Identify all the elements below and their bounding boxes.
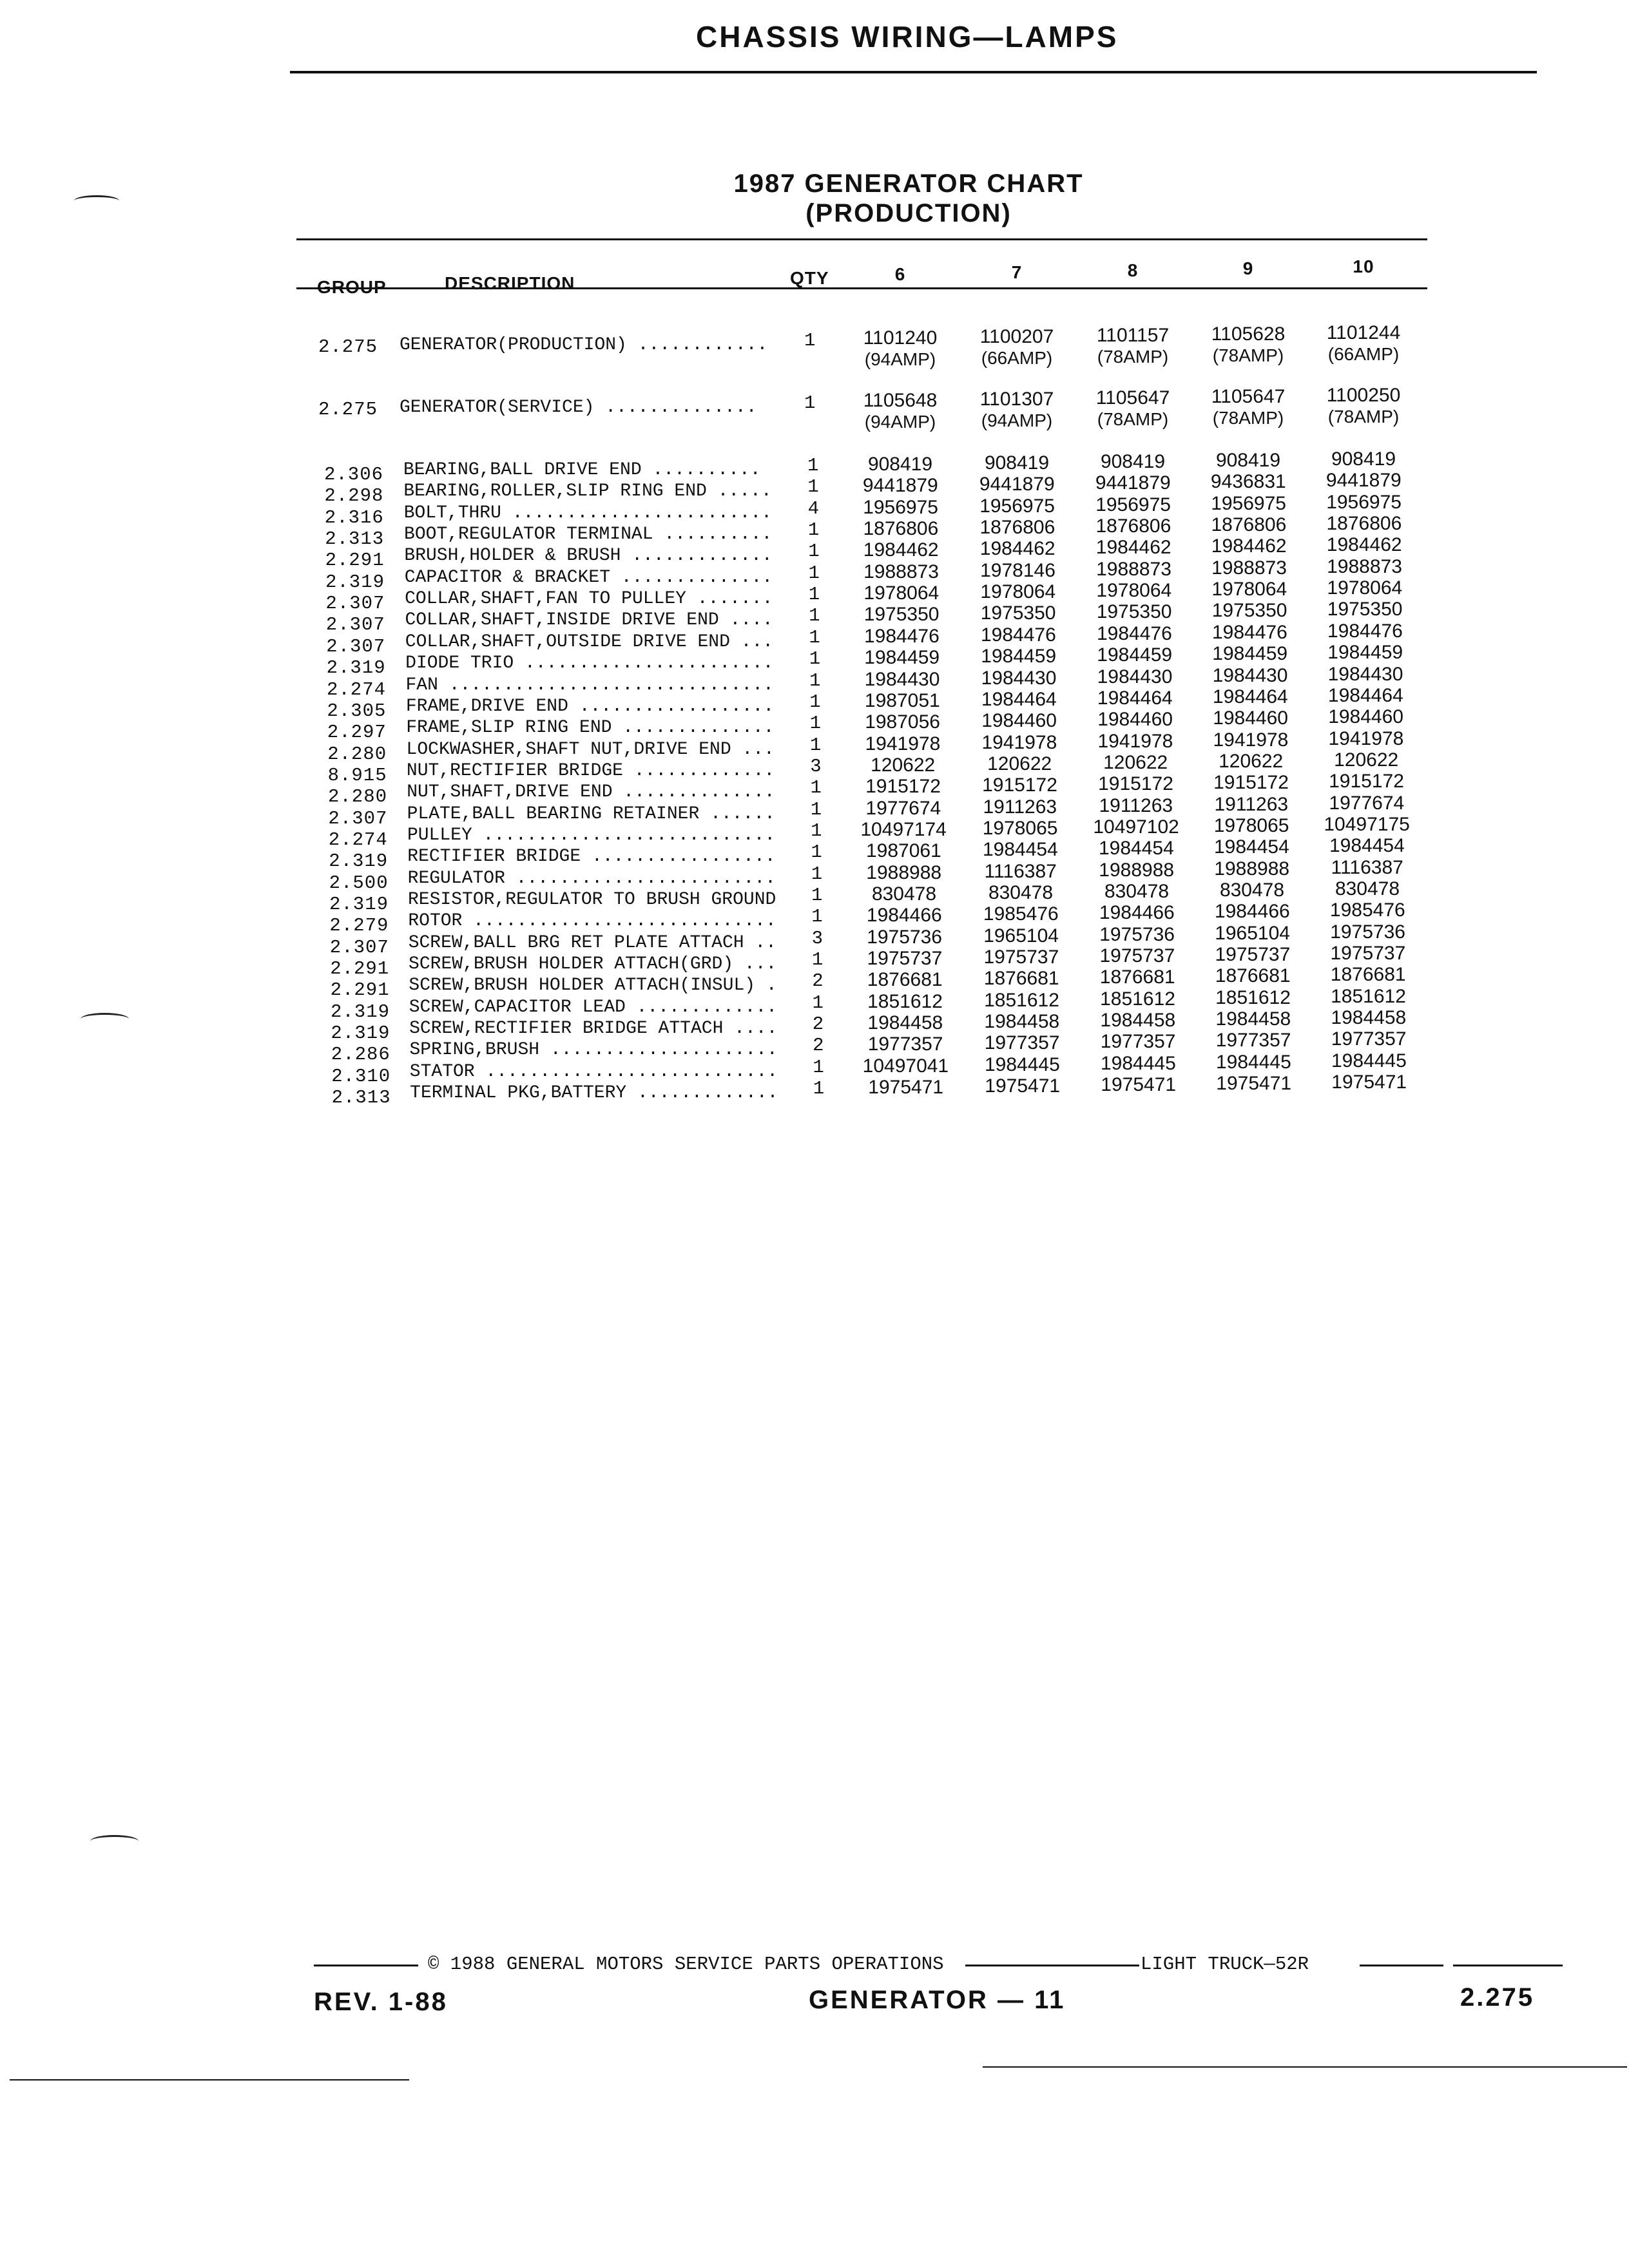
cell-part-number: 1984430: [1212, 664, 1288, 686]
cell-part-number: 1988988: [866, 861, 942, 883]
col-header-group: GROUP: [317, 277, 387, 297]
cell-part-number: 1984476: [1211, 621, 1287, 643]
cell-part-number: 1984466: [1099, 902, 1175, 924]
cell-part-number: 1984458: [867, 1012, 943, 1034]
cell-part-number: 908419: [1215, 450, 1281, 471]
cell-qty: 1: [808, 541, 820, 562]
cell-part-number: 1941978: [865, 733, 941, 754]
cell-description: DIODE TRIO .......................: [405, 653, 774, 674]
cell-part-number: 1116387: [984, 860, 1057, 882]
footer-rule-left: [314, 1965, 418, 1966]
cell-qty: 1: [808, 584, 820, 606]
cell-part-number: 120622: [1103, 751, 1168, 773]
cell-part-number: 1965104: [1215, 922, 1290, 944]
footer-revision: REV. 1-88: [314, 1988, 448, 2016]
cell-part-number: 1984454: [1329, 835, 1405, 857]
cell-part-number: 1984462: [1326, 534, 1402, 556]
cell-part-number: 830478: [871, 883, 937, 905]
cell-description: RESISTOR,REGULATOR TO BRUSH GROUND: [408, 890, 776, 910]
cell-part-number: 1975736: [867, 926, 942, 948]
cell-part-number: 1851612: [867, 990, 943, 1012]
cell-part-number: 1977674: [865, 797, 941, 819]
cell-part-number: 1978065: [982, 817, 1058, 839]
cell-part-number: 1984476: [1327, 620, 1403, 642]
col-header-model: 9: [1242, 258, 1254, 278]
cell-part-number: 9441879: [1325, 470, 1402, 492]
cell-part-number: 1984464: [1327, 684, 1403, 706]
cell-part-number: 1876681: [1330, 964, 1406, 986]
cell-group: 2.500: [329, 872, 389, 894]
cell-description: GENERATOR(PRODUCTION) ............: [400, 335, 768, 355]
cell-description: SCREW,BRUSH HOLDER ATTACH(GRD) ...: [409, 954, 777, 975]
cell-part-number: 1915172: [1329, 771, 1404, 793]
cell-amperage: (94AMP): [981, 410, 1053, 430]
cell-part-number: 1984464: [981, 688, 1057, 710]
cell-part-number: 1105628: [1211, 323, 1286, 345]
cell-part-number: 1975350: [1327, 599, 1403, 620]
cell-part-number: 1984459: [864, 647, 940, 669]
cell-part-number: 1984445: [984, 1053, 1060, 1075]
cell-description: BOOT,REGULATOR TERMINAL ..........: [404, 524, 773, 545]
cell-part-number: 1984466: [1214, 901, 1290, 923]
cell-part-number: 120622: [871, 754, 936, 776]
cell-group: 2.298: [324, 485, 384, 507]
footer-page-number: 2.275: [1460, 1983, 1535, 2012]
cell-description: BRUSH,HOLDER & BRUSH .............: [404, 546, 773, 566]
cell-part-number: 1987056: [865, 711, 940, 733]
cell-part-number: 120622: [987, 753, 1052, 774]
cell-qty: 1: [810, 798, 822, 820]
cell-part-number: 1988873: [1096, 558, 1171, 580]
cell-part-number: 830478: [1104, 881, 1170, 902]
cell-part-number: 1101157: [1096, 325, 1170, 346]
cell-part-number: 1984430: [1327, 663, 1403, 685]
cell-part-number: 1975471: [1101, 1074, 1177, 1096]
cell-part-number: 1100250: [1326, 385, 1401, 406]
cell-qty: 1: [809, 669, 821, 691]
cell-part-number: 830478: [1219, 879, 1285, 901]
cell-description: COLLAR,SHAFT,OUTSIDE DRIVE END ...: [405, 631, 774, 652]
cell-group: 2.297: [327, 722, 387, 744]
cell-group: 2.275: [318, 399, 378, 420]
cell-part-number: 1984454: [1213, 836, 1289, 858]
cell-qty: 4: [807, 497, 819, 519]
cell-part-number: 1975736: [1330, 921, 1405, 943]
footer-rule-mid: [965, 1965, 1139, 1966]
cell-part-number: 1984458: [1100, 1010, 1176, 1032]
cell-part-number: 1985476: [983, 903, 1059, 925]
cell-part-number: 1984430: [1097, 666, 1173, 687]
cell-group: 2.275: [318, 336, 378, 358]
cell-part-number: 9441879: [1095, 472, 1171, 494]
cell-group: 2.307: [325, 614, 385, 636]
col-header-qty: QTY: [790, 268, 829, 288]
cell-part-number: 1975350: [863, 604, 940, 626]
cell-qty: 2: [812, 1014, 824, 1035]
cell-qty: 1: [813, 1056, 824, 1078]
cell-description: FAN ..............................: [405, 675, 774, 695]
cell-part-number: 9441879: [979, 474, 1055, 495]
cell-part-number: 1975737: [1215, 944, 1291, 966]
cell-group: 2.319: [331, 1023, 390, 1044]
cell-part-number: 1984462: [1095, 537, 1171, 559]
cell-part-number: 1975737: [983, 947, 1059, 968]
cell-qty: 1: [810, 777, 822, 799]
cell-part-number: 1984454: [1098, 838, 1174, 860]
cell-description: NUT,SHAFT,DRIVE END ..............: [407, 782, 775, 803]
cell-part-number: 1876681: [1215, 965, 1291, 987]
cell-description: ROTOR ............................: [408, 911, 776, 932]
cell-part-number: 1941978: [981, 731, 1057, 753]
cell-part-number: 10497175: [1324, 813, 1410, 835]
cell-qty: 1: [811, 906, 823, 928]
cell-qty: 1: [809, 605, 820, 627]
cell-group: 2.319: [329, 850, 389, 872]
cell-part-number: 1915172: [1098, 773, 1173, 795]
chart-title: [0, 169, 1629, 228]
cell-part-number: 1984454: [982, 839, 1058, 861]
cell-part-number: 10497174: [860, 818, 947, 840]
cell-description: STATOR ...........................: [409, 1061, 778, 1082]
cell-group: 8.915: [327, 764, 387, 786]
cell-group: 2.279: [329, 915, 389, 937]
footer-vehicle: LIGHT TRUCK—52R: [1141, 1954, 1309, 1975]
cell-description: CAPACITOR & BRACKET ..............: [404, 567, 773, 588]
cell-qty: 1: [808, 562, 820, 584]
cell-part-number: 1876681: [867, 969, 943, 991]
cell-part-number: 1984476: [1096, 622, 1172, 644]
cell-qty: 1: [807, 519, 820, 541]
cell-part-number: 1984462: [863, 539, 939, 561]
cell-qty: 1: [812, 992, 824, 1014]
cell-part-number: 1975471: [868, 1077, 944, 1099]
cell-part-number: 1978064: [1096, 580, 1172, 602]
cell-description: RECTIFIER BRIDGE .................: [407, 847, 776, 867]
cell-part-number: 1975471: [1216, 1073, 1292, 1095]
cell-part-number: 908419: [1331, 448, 1396, 470]
chart-title-line1: 1987 GENERATOR CHART: [733, 169, 1084, 198]
cell-part-number: 1984464: [1212, 686, 1288, 707]
cell-group: 2.319: [331, 1001, 390, 1023]
cell-part-number: 120622: [1219, 750, 1284, 772]
cell-part-number: 1984460: [1097, 709, 1173, 731]
cell-part-number: 1984464: [1097, 687, 1173, 709]
cell-part-number: 1956975: [863, 496, 938, 518]
cell-part-number: 1984458: [1331, 1007, 1407, 1029]
cell-description: PULLEY ...........................: [407, 825, 776, 845]
cell-part-number: 1911263: [1214, 793, 1289, 815]
cell-qty: 1: [809, 626, 820, 648]
cell-qty: 2: [813, 1035, 824, 1057]
cell-part-number: 1941978: [1213, 729, 1289, 751]
cell-group: 2.319: [325, 571, 385, 593]
cell-group: 2.319: [326, 657, 386, 679]
cell-part-number: 1984466: [866, 905, 942, 927]
cell-part-number: 1975736: [1099, 923, 1175, 945]
cell-qty: 1: [813, 1078, 825, 1100]
cell-part-number: 1984459: [1327, 642, 1403, 664]
cell-part-number: 1977357: [867, 1033, 943, 1055]
col-header-model: 7: [1011, 262, 1023, 282]
cell-part-number: 1988988: [1099, 859, 1175, 881]
cell-description: PLATE,BALL BEARING RETAINER ......: [407, 803, 775, 824]
cell-amperage: (66AMP): [981, 348, 1053, 368]
cell-qty: 1: [804, 330, 816, 351]
margin-mark: [81, 1013, 129, 1025]
cell-group: 2.306: [324, 464, 384, 485]
footer-copyright: © 1988 GENERAL MOTORS SERVICE PARTS OPERATIONS: [428, 1954, 944, 1975]
cell-part-number: 1975350: [1096, 601, 1172, 623]
cell-group: 2.280: [328, 786, 388, 808]
cell-part-number: 1984459: [981, 646, 1057, 668]
col-header-model: 10: [1353, 256, 1374, 276]
cell-group: 2.280: [327, 743, 387, 765]
table-top-rule: [296, 238, 1427, 240]
cell-part-number: 1851612: [1331, 985, 1406, 1007]
cell-part-number: 1984430: [981, 667, 1057, 689]
cell-group: 2.316: [324, 506, 384, 528]
cell-qty: 1: [809, 691, 821, 713]
cell-part-number: 1941978: [1097, 730, 1173, 752]
cell-part-number: 1915172: [865, 776, 941, 798]
cell-part-number: 1975471: [1331, 1072, 1407, 1093]
cell-part-number: 1988873: [1327, 555, 1402, 577]
footer-rule-far: [1453, 1965, 1563, 1966]
cell-description: GENERATOR(SERVICE) ..............: [400, 398, 757, 418]
cell-qty: 1: [809, 648, 821, 670]
cell-description: FRAME,SLIP RING END ..............: [406, 718, 775, 738]
header-rule: [290, 71, 1537, 73]
cell-part-number: 1975350: [980, 602, 1056, 624]
cell-amperage: (78AMP): [1327, 407, 1400, 427]
cell-part-number: 1101240: [863, 327, 938, 349]
cell-part-number: 1851612: [984, 989, 1059, 1011]
cell-group: 2.305: [327, 700, 387, 722]
cell-qty: 1: [811, 841, 822, 863]
cell-part-number: 1977357: [984, 1032, 1060, 1054]
cell-part-number: 1987051: [864, 689, 940, 711]
cell-part-number: 1978064: [863, 582, 940, 604]
cell-part-number: 1977357: [1331, 1028, 1407, 1050]
cell-description: SCREW,RECTIFIER BRIDGE ATTACH ....: [409, 1019, 778, 1039]
cell-part-number: 9436831: [1210, 471, 1286, 493]
cell-group: 2.307: [325, 593, 385, 615]
cell-part-number: 1984462: [979, 538, 1055, 560]
cell-part-number: 1116387: [1331, 856, 1403, 878]
cell-group: 2.307: [329, 936, 389, 958]
cell-part-number: 1915172: [1213, 772, 1289, 794]
cell-description: SCREW,BRUSH HOLDER ATTACH(INSUL) .: [409, 975, 777, 996]
cell-part-number: 1984460: [1328, 706, 1403, 728]
cell-part-number: 1984445: [1331, 1050, 1407, 1072]
cell-part-number: 1965104: [983, 925, 1059, 947]
cell-part-number: 1101307: [979, 389, 1054, 410]
cell-part-number: 1975350: [1211, 600, 1287, 622]
cell-qty: 1: [811, 885, 823, 906]
cell-description: BEARING,BALL DRIVE END ..........: [403, 460, 761, 480]
cell-amperage: (78AMP): [1212, 345, 1284, 365]
page-header-title: CHASSIS WIRING—LAMPS: [696, 20, 1119, 53]
cell-amperage: (66AMP): [1327, 344, 1400, 364]
cell-part-number: 1911263: [1099, 794, 1173, 816]
cell-part-number: 1984460: [1213, 707, 1288, 729]
cell-group: 2.274: [327, 678, 387, 700]
cell-group: 2.291: [325, 550, 385, 572]
cell-part-number: 1977357: [1100, 1031, 1176, 1053]
cell-part-number: 1978064: [980, 581, 1056, 603]
cell-part-number: 1977674: [1329, 792, 1405, 814]
cell-qty: 2: [812, 970, 824, 992]
cell-qty: 3: [811, 927, 823, 949]
cell-description: COLLAR,SHAFT,FAN TO PULLEY .......: [405, 589, 773, 610]
cell-amperage: (94AMP): [864, 349, 936, 369]
cell-qty: 3: [810, 755, 822, 777]
margin-mark: [90, 1835, 139, 1847]
cell-description: COLLAR,SHAFT,INSIDE DRIVE END ....: [405, 610, 773, 631]
cell-part-number: 1978064: [1211, 579, 1287, 601]
cell-part-number: 1987061: [865, 840, 941, 862]
cell-part-number: 1984476: [980, 624, 1056, 646]
cell-part-number: 1851612: [1215, 986, 1291, 1008]
cell-description: SCREW,BALL BRG RET PLATE ATTACH ..: [408, 932, 776, 953]
cell-group: 2.286: [331, 1044, 390, 1066]
cell-part-number: 1975471: [985, 1075, 1061, 1097]
cell-part-number: 1105647: [1211, 386, 1286, 407]
cell-description: BEARING,ROLLER,SLIP RING END .....: [403, 481, 772, 502]
cell-part-number: 1956975: [1095, 494, 1171, 515]
cell-part-number: 1985476: [1329, 899, 1405, 921]
cell-part-number: 1984445: [1215, 1051, 1291, 1073]
cell-group: 2.313: [331, 1087, 391, 1109]
cell-part-number: 1851612: [1100, 988, 1175, 1010]
cell-part-number: 1975737: [867, 948, 943, 970]
cell-part-number: 1978064: [1327, 577, 1403, 599]
cell-qty: 1: [811, 820, 822, 841]
cell-description: SCREW,CAPACITOR LEAD .............: [409, 997, 778, 1017]
cell-group: 2.310: [331, 1065, 391, 1087]
cell-part-number: 1941978: [1328, 727, 1404, 749]
col-header-model: 6: [894, 264, 906, 284]
cell-part-number: 1911263: [983, 796, 1057, 818]
footer-rule-right: [1360, 1965, 1443, 1966]
cell-part-number: 1988873: [1211, 557, 1287, 579]
cell-part-number: 1100207: [979, 326, 1054, 347]
cell-part-number: 1101244: [1326, 322, 1401, 343]
cell-part-number: 1988873: [863, 561, 939, 582]
cell-part-number: 1105647: [1095, 387, 1170, 408]
footer-section: GENERATOR — 11: [809, 1986, 1066, 2014]
cell-part-number: 1876681: [983, 968, 1059, 990]
cell-part-number: 1984459: [1097, 644, 1173, 666]
cell-qty: 1: [807, 455, 819, 476]
cell-part-number: 1956975: [979, 495, 1055, 517]
cell-qty: 1: [811, 949, 824, 971]
cell-part-number: 1956975: [1211, 492, 1286, 514]
cell-part-number: 1975737: [1330, 943, 1406, 965]
cell-part-number: 1978146: [980, 559, 1055, 581]
cell-qty: 1: [811, 863, 823, 885]
cell-part-number: 1876806: [1211, 514, 1287, 536]
cell-qty: 1: [804, 392, 816, 414]
chart-title-line2: (PRODUCTION): [805, 199, 1012, 227]
cell-description: TERMINAL PKG,BATTERY .............: [410, 1083, 778, 1104]
cell-description: BOLT,THRU ........................: [403, 503, 772, 523]
cell-group: 2.307: [326, 635, 386, 657]
cell-part-number: 1915172: [982, 774, 1057, 796]
cell-description: SPRING,BRUSH .....................: [409, 1040, 778, 1061]
cell-group: 2.291: [330, 958, 390, 980]
cell-group: 2.319: [329, 894, 389, 915]
cell-part-number: 1978065: [1213, 814, 1289, 836]
cell-group: 2.274: [328, 829, 388, 850]
margin-mark: [74, 195, 119, 206]
cell-part-number: 10497102: [1093, 816, 1179, 838]
cell-part-number: 1984430: [864, 668, 940, 690]
cell-part-number: 1984476: [863, 625, 940, 647]
cell-part-number: 1105648: [863, 390, 938, 411]
cell-qty: 1: [809, 734, 822, 756]
cell-part-number: 1984458: [984, 1011, 1060, 1033]
cell-part-number: 1956975: [1326, 491, 1402, 513]
cell-description: REGULATOR ........................: [407, 868, 776, 889]
cell-part-number: 830478: [1335, 878, 1400, 899]
cell-part-number: 908419: [867, 454, 933, 475]
cell-part-number: 1876806: [863, 518, 939, 540]
cell-description: FRAME,DRIVE END ..................: [405, 696, 775, 716]
cell-part-number: 1988988: [1214, 858, 1290, 879]
cell-part-number: 9441879: [862, 475, 938, 497]
cell-amperage: (78AMP): [1097, 347, 1169, 367]
cell-part-number: 1876806: [979, 517, 1055, 539]
cell-part-number: 1984445: [1100, 1052, 1176, 1074]
bottom-rule-left: [10, 2079, 409, 2081]
cell-description: NUT,RECTIFIER BRIDGE .............: [406, 760, 775, 781]
cell-amperage: (94AMP): [864, 412, 936, 432]
cell-group: 2.307: [328, 807, 388, 829]
cell-part-number: 1975737: [1099, 945, 1175, 967]
cell-qty: 1: [809, 713, 821, 735]
cell-part-number: 1984462: [1211, 535, 1287, 557]
cell-amperage: (78AMP): [1212, 408, 1284, 428]
cell-part-number: 1984458: [1215, 1008, 1291, 1030]
cell-part-number: 1876681: [1099, 966, 1175, 988]
cell-part-number: 10497041: [862, 1055, 949, 1077]
bottom-rule-right: [983, 2066, 1627, 2068]
cell-part-number: 1984460: [981, 710, 1057, 732]
cell-qty: 1: [807, 476, 819, 498]
cell-description: LOCKWASHER,SHAFT NUT,DRIVE END ...: [406, 739, 775, 760]
col-header-model: 8: [1127, 260, 1139, 280]
cell-part-number: 1984459: [1212, 643, 1288, 665]
cell-part-number: 120622: [1334, 749, 1399, 771]
cell-amperage: (78AMP): [1097, 409, 1169, 429]
cell-part-number: 1876806: [1095, 515, 1171, 537]
cell-part-number: 830478: [988, 882, 1054, 903]
cell-group: 2.313: [325, 528, 385, 550]
cell-part-number: 908419: [1100, 451, 1166, 472]
col-header-description: DESCRIPTION: [445, 273, 575, 293]
cell-part-number: 1977357: [1215, 1030, 1291, 1052]
cell-part-number: 1876806: [1326, 513, 1402, 535]
cell-group: 2.291: [330, 979, 390, 1001]
cell-part-number: 908419: [984, 452, 1050, 474]
